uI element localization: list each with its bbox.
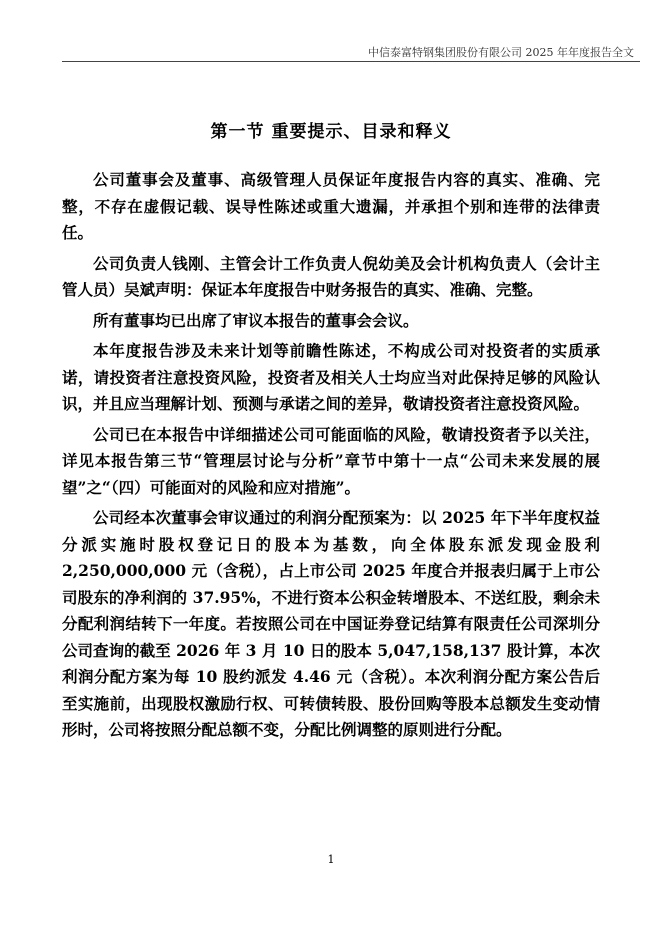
header-divider bbox=[62, 61, 640, 62]
paragraph-board-attendance: 所有董事均已出席了审议本报告的董事会会议。 bbox=[93, 310, 419, 330]
paragraph-profit-distribution: 公司经本次董事会审议通过的利润分配预案为：以 2025 年下半年度权益分派实施时股权登记日的股本为基数，向全体股东派发现金股利 2,250,000,000 元（含税），占上市公司 2025 年度合并报表归属于上市公司股东的净利润的 37.95%，不进行资本公积金转增股本、不送红股，剩余未分配利润结转下一年度。若按照公司在中国证券登记结算有限责任公司深圳分公司查询的截至 2026 年 3 月 10 日的股本 5,047,158,137 股计算，本次利润分配方案为每 10 股约派发 4.46 元（含税）。本次利润分配方案公告后至实施前，出现股权激励行权、可转债转股、股份回购等股本总额发生变动情形时，公司将按照分配总额不变，分配比例调整的原则进行分配。 bbox=[62, 508, 600, 739]
section-title: 第一节 重要提示、目录和释义 bbox=[210, 122, 452, 142]
body-text bbox=[62, 167, 600, 748]
page-number: 1 bbox=[327, 853, 335, 866]
paragraph-forward-looking-disclaimer: 本年度报告涉及未来计划等前瞻性陈述，不构成公司对投资者的实质承诺，请投资者注意投资风险，投资者及相关人士均应当对此保持足够的风险认识，并且应当理解计划、预测与承诺之间的差异，敬请投资者注意投资风险。 bbox=[62, 341, 600, 413]
running-header: 中信泰富特钢集团股份有限公司 2025 年年度报告全文 bbox=[368, 46, 634, 59]
paragraph-responsibility-statement: 公司董事会及董事、高级管理人员保证年度报告内容的真实、准确、完整，不存在虚假记载、误导性陈述或重大遗漏，并承担个别和连带的法律责任。 bbox=[62, 170, 600, 242]
paragraph-risk-notice: 公司已在本报告中详细描述公司可能面临的风险，敬请投资者予以关注，详见本报告第三节“管理层讨论与分析”章节中第十一点“公司未来发展的展望”之“（四）可能面对的风险和应对措施”。 bbox=[62, 424, 600, 497]
paragraph-financial-officers-statement: 公司负责人钱刚、主管会计工作负责人倪幼美及会计机构负责人（会计主管人员）吴斌声明：保证本年度报告中财务报告的真实、准确、完整。 bbox=[62, 253, 600, 299]
